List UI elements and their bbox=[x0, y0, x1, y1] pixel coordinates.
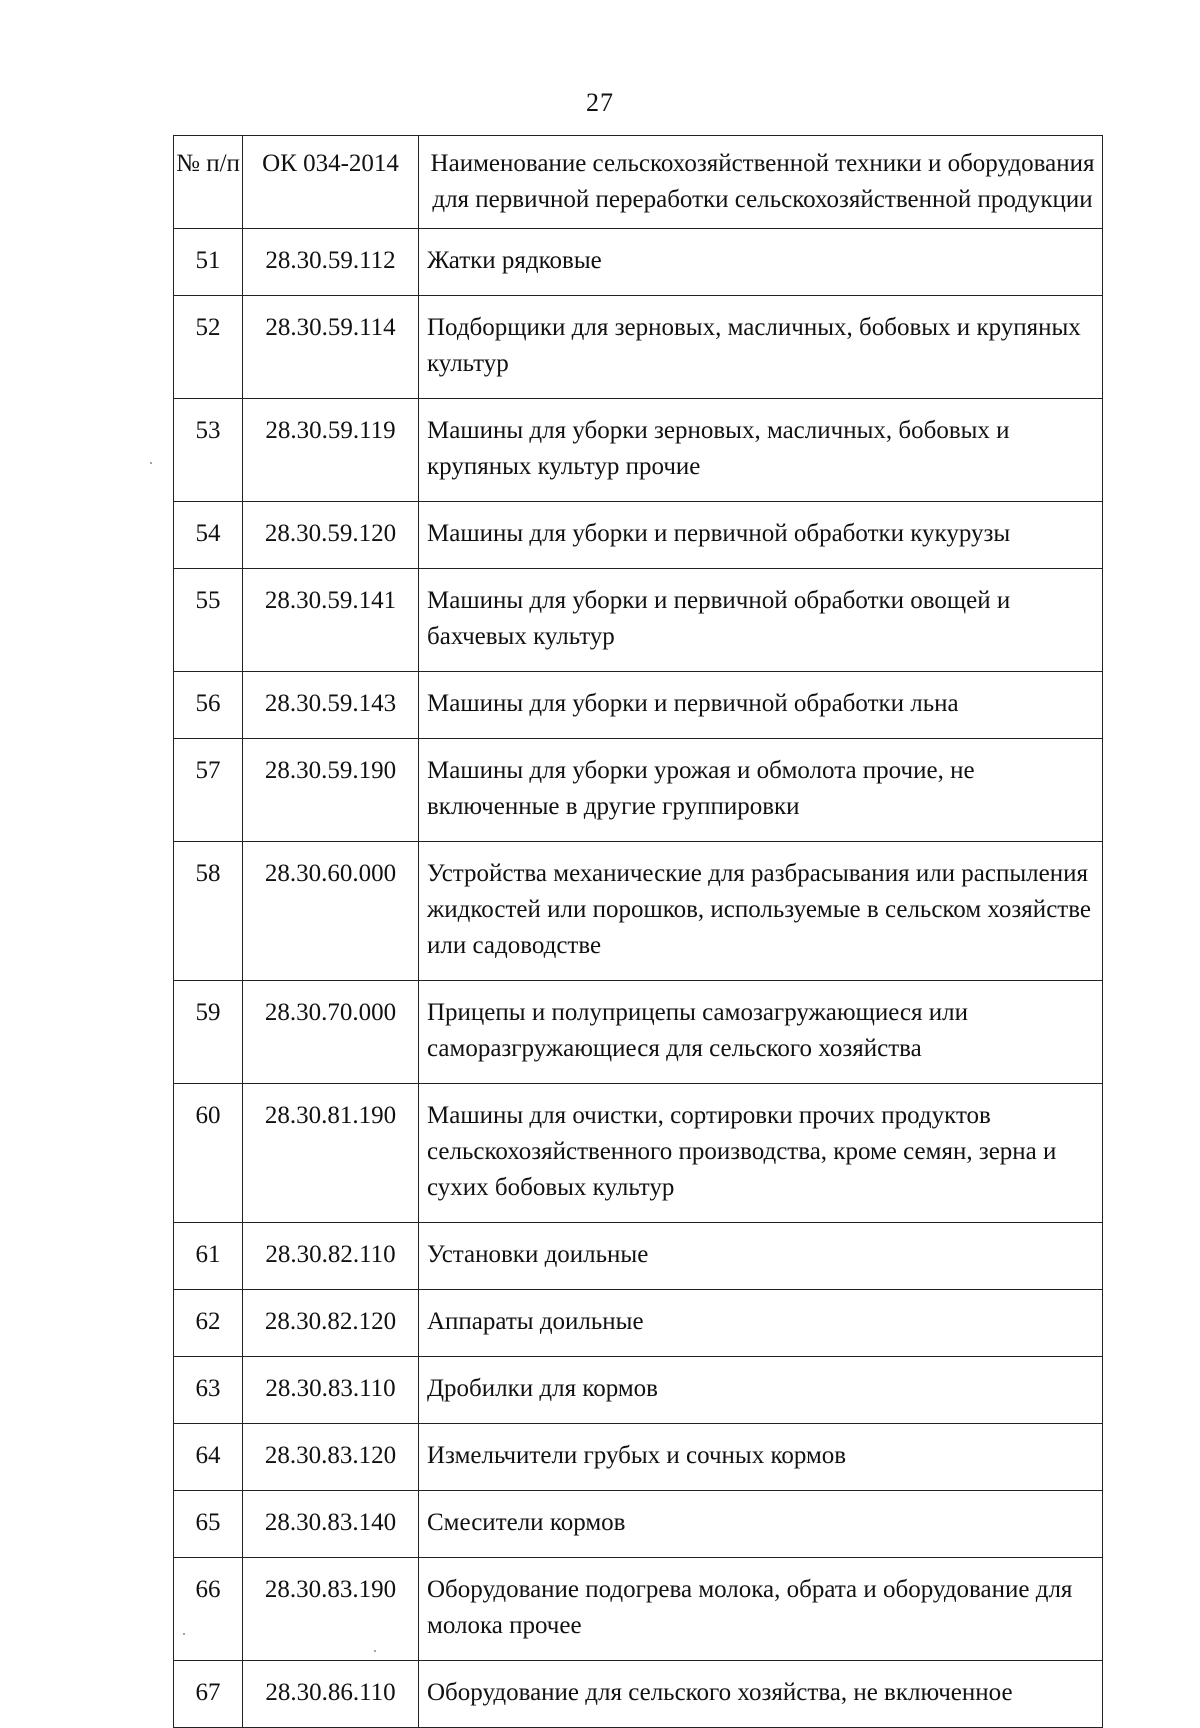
row-code: 28.30.82.110 bbox=[243, 1223, 419, 1290]
row-name: Оборудование для сельского хозяйства, не включенное bbox=[419, 1661, 1103, 1728]
row-number: 55 bbox=[174, 569, 243, 672]
table-row bbox=[174, 842, 1103, 981]
header-code: ОК 034-2014 bbox=[243, 136, 419, 229]
row-name: Смесители кормов bbox=[419, 1491, 1103, 1558]
table-row bbox=[174, 399, 1103, 502]
row-name: Прицепы и полуприцепы самозагружающиеся или саморазгружающиеся для сельского хозяйства bbox=[419, 981, 1103, 1084]
row-code: 28.30.82.120 bbox=[243, 1290, 419, 1357]
row-code: 28.30.59.141 bbox=[243, 569, 419, 672]
scan-speck bbox=[183, 1633, 185, 1635]
table-row bbox=[174, 981, 1103, 1084]
equipment-table bbox=[173, 135, 1103, 1728]
row-name: Машины для уборки зерновых, масличных, бобовых и крупяных культур прочие bbox=[419, 399, 1103, 502]
row-name: Устройства механические для разбрасывания или распыления жидкостей или порошков, используемые в сельском хозяйстве или садоводстве bbox=[419, 842, 1103, 981]
row-number: 53 bbox=[174, 399, 243, 502]
row-name: Аппараты доильные bbox=[419, 1290, 1103, 1357]
scan-speck bbox=[374, 1650, 376, 1652]
table-row bbox=[174, 1223, 1103, 1290]
table-row bbox=[174, 672, 1103, 739]
table-row bbox=[174, 1357, 1103, 1424]
row-name: Жатки рядковые bbox=[419, 229, 1103, 296]
table-row bbox=[174, 229, 1103, 296]
row-number: 67 bbox=[174, 1661, 243, 1728]
row-number: 56 bbox=[174, 672, 243, 739]
row-name: Дробилки для кормов bbox=[419, 1357, 1103, 1424]
row-code: 28.30.59.119 bbox=[243, 399, 419, 502]
row-number: 57 bbox=[174, 739, 243, 842]
row-name: Измельчители грубых и сочных кормов bbox=[419, 1424, 1103, 1491]
row-code: 28.30.59.143 bbox=[243, 672, 419, 739]
row-code: 28.30.60.000 bbox=[243, 842, 419, 981]
header-num: № п/п bbox=[174, 136, 243, 229]
row-code: 28.30.59.114 bbox=[243, 296, 419, 399]
header-name: Наименование сельскохозяйственной техники и оборудования для первичной переработки сельскохозяйственной продукции bbox=[419, 136, 1103, 229]
row-code: 28.30.70.000 bbox=[243, 981, 419, 1084]
page-number: 27 bbox=[586, 88, 614, 117]
table-row bbox=[174, 296, 1103, 399]
row-name: Машины для уборки урожая и обмолота прочие, не включенные в другие группировки bbox=[419, 739, 1103, 842]
table-row bbox=[174, 569, 1103, 672]
row-code: 28.30.83.190 bbox=[243, 1558, 419, 1661]
row-name: Оборудование подогрева молока, обрата и оборудование для молока прочее bbox=[419, 1558, 1103, 1661]
row-code: 28.30.83.140 bbox=[243, 1491, 419, 1558]
row-code: 28.30.86.110 bbox=[243, 1661, 419, 1728]
row-code: 28.30.59.120 bbox=[243, 502, 419, 569]
table-row bbox=[174, 1290, 1103, 1357]
row-name: Установки доильные bbox=[419, 1223, 1103, 1290]
table-row bbox=[174, 1558, 1103, 1661]
table-row bbox=[174, 739, 1103, 842]
row-number: 64 bbox=[174, 1424, 243, 1491]
row-code: 28.30.81.190 bbox=[243, 1084, 419, 1223]
row-number: 60 bbox=[174, 1084, 243, 1223]
row-number: 59 bbox=[174, 981, 243, 1084]
row-code: 28.30.83.120 bbox=[243, 1424, 419, 1491]
table-row bbox=[174, 1084, 1103, 1223]
row-name: Машины для уборки и первичной обработки овощей и бахчевых культур bbox=[419, 569, 1103, 672]
row-number: 51 bbox=[174, 229, 243, 296]
row-name: Машины для очистки, сортировки прочих продуктов сельскохозяйственного производства, кроме семян, зерна и сухих бобовых культур bbox=[419, 1084, 1103, 1223]
table-row bbox=[174, 1424, 1103, 1491]
row-code: 28.30.83.110 bbox=[243, 1357, 419, 1424]
row-code: 28.30.59.190 bbox=[243, 739, 419, 842]
row-number: 62 bbox=[174, 1290, 243, 1357]
table-row bbox=[174, 502, 1103, 569]
row-number: 61 bbox=[174, 1223, 243, 1290]
row-number: 52 bbox=[174, 296, 243, 399]
row-number: 65 bbox=[174, 1491, 243, 1558]
row-number: 58 bbox=[174, 842, 243, 981]
table-body bbox=[174, 229, 1103, 1728]
row-name: Машины для уборки и первичной обработки льна bbox=[419, 672, 1103, 739]
row-number: 66 bbox=[174, 1558, 243, 1661]
table-row bbox=[174, 1661, 1103, 1728]
row-number: 54 bbox=[174, 502, 243, 569]
scan-speck bbox=[150, 462, 152, 464]
row-name: Машины для уборки и первичной обработки кукурузы bbox=[419, 502, 1103, 569]
table-header-row bbox=[174, 136, 1103, 229]
row-name: Подборщики для зерновых, масличных, бобовых и крупяных культур bbox=[419, 296, 1103, 399]
row-code: 28.30.59.112 bbox=[243, 229, 419, 296]
row-number: 63 bbox=[174, 1357, 243, 1424]
table-row bbox=[174, 1491, 1103, 1558]
